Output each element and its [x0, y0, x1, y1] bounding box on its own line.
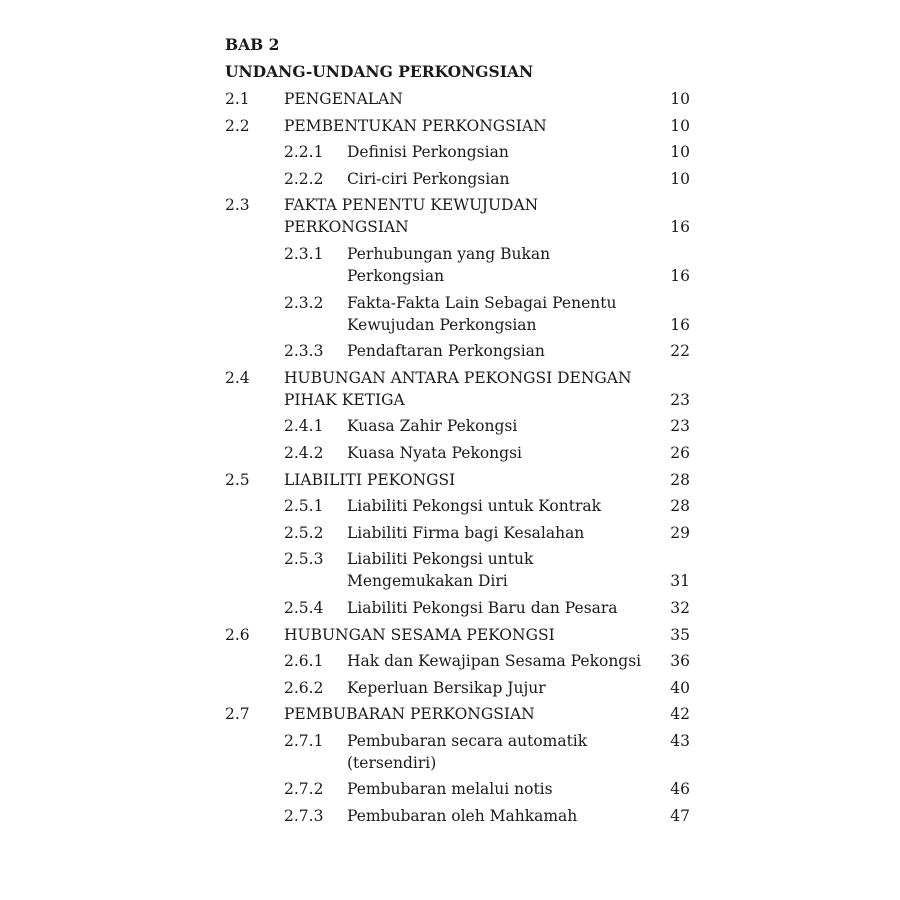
- toc-entry-2-7-3[interactable]: [225, 805, 695, 827]
- subsection-title: Pembubaran oleh Mahkamah: [347, 807, 578, 826]
- subsection-number: 2.4.2: [284, 443, 324, 462]
- subsection-title: Pembubaran melalui notis: [347, 780, 553, 799]
- subsection-number: 2.3.3: [284, 342, 324, 361]
- subsection-title: Perhubungan yang Bukan Perkongsian: [347, 244, 551, 285]
- toc-entry-2-7-1[interactable]: [225, 730, 695, 774]
- subsection-number: 2.5.2: [284, 523, 324, 542]
- page-number: 42: [670, 705, 690, 724]
- section-number: 2.7: [225, 705, 250, 724]
- page-number: 28: [670, 470, 690, 489]
- toc-entry-2-4-1[interactable]: [225, 415, 695, 437]
- subsection-number: 2.7.2: [284, 780, 324, 799]
- subsection-number: 2.4.1: [284, 417, 324, 436]
- toc-entry-2-6-2[interactable]: [225, 677, 695, 699]
- toc-entry-2-4-2[interactable]: [225, 442, 695, 464]
- page-number: 16: [670, 315, 690, 334]
- subsection-number: 2.7.1: [284, 731, 324, 750]
- toc-entry-2-7-2[interactable]: [225, 778, 695, 800]
- subsection-title: Liabiliti Pekongsi untuk Mengemukakan Diri: [347, 550, 534, 591]
- table-of-contents: [225, 34, 695, 832]
- page-number: 10: [670, 169, 690, 188]
- page-number: 16: [670, 218, 690, 237]
- subsection-number: 2.3.2: [284, 293, 324, 312]
- page-number: 29: [670, 523, 690, 542]
- subsection-number: 2.6.1: [284, 652, 324, 671]
- toc-entry-2-6-1[interactable]: [225, 650, 695, 672]
- toc-entry-2-5[interactable]: [225, 469, 695, 491]
- section-number: 2.5: [225, 470, 250, 489]
- subsection-title: Kuasa Zahir Pekongsi: [347, 417, 518, 436]
- section-number: 2.4: [225, 368, 250, 387]
- subsection-title: Keperluan Bersikap Jujur: [347, 678, 546, 697]
- chapter-label: BAB 2: [225, 35, 280, 54]
- toc-entry-2-3-1[interactable]: [225, 243, 695, 287]
- toc-entry-2-2-2[interactable]: [225, 168, 695, 190]
- subsection-title: Hak dan Kewajipan Sesama Pekongsi: [347, 652, 642, 671]
- section-number: 2.2: [225, 116, 250, 135]
- toc-entry-2-5-4[interactable]: [225, 597, 695, 619]
- page-number: 46: [670, 780, 690, 799]
- subsection-number: 2.6.2: [284, 678, 324, 697]
- section-title: PEMBUBARAN PERKONGSIAN: [284, 705, 535, 724]
- page-number: 23: [670, 390, 690, 409]
- subsection-title: Liabiliti Firma bagi Kesalahan: [347, 523, 585, 542]
- page-number: 43: [670, 731, 690, 750]
- toc-entry-2-3[interactable]: [225, 194, 695, 238]
- subsection-number: 2.5.3: [284, 550, 324, 569]
- subsection-title: Liabiliti Pekongsi Baru dan Pesara: [347, 598, 618, 617]
- section-title: FAKTA PENENTU KEWUJUDAN PERKONGSIAN: [284, 196, 539, 237]
- page-number: 35: [670, 625, 690, 644]
- section-number: 2.1: [225, 90, 250, 108]
- subsection-number: 2.3.1: [284, 244, 324, 263]
- subsection-number: 2.5.4: [284, 598, 324, 617]
- section-title: HUBUNGAN SESAMA PEKONGSI: [284, 625, 555, 644]
- page-number: 36: [670, 652, 690, 671]
- page-number: 28: [670, 497, 690, 516]
- subsection-number: 2.5.1: [284, 497, 324, 516]
- subsection-title: Kuasa Nyata Pekongsi: [347, 443, 522, 462]
- toc-entry-2-3-2[interactable]: [225, 292, 695, 336]
- toc-entry-2-4[interactable]: [225, 367, 695, 411]
- subsection-number: 2.2.2: [284, 169, 324, 188]
- page-number: 16: [670, 266, 690, 285]
- toc-entry-2-1[interactable]: [225, 88, 695, 110]
- page-number: 23: [670, 417, 690, 436]
- page-number: 10: [670, 143, 690, 162]
- section-title: PEMBENTUKAN PERKONGSIAN: [284, 116, 547, 135]
- section-title: PENGENALAN: [284, 90, 403, 108]
- toc-entry-2-5-3[interactable]: [225, 548, 695, 592]
- page-number: 40: [670, 678, 690, 697]
- toc-entry-2-5-1[interactable]: [225, 495, 695, 517]
- section-title: HUBUNGAN ANTARA PEKONGSI DENGAN PIHAK KETIGA: [284, 368, 632, 409]
- toc-entry-2-7[interactable]: [225, 703, 695, 725]
- subsection-title: Definisi Perkongsian: [347, 143, 509, 162]
- toc-entry-2-5-2[interactable]: [225, 522, 695, 544]
- subsection-title: Pendaftaran Perkongsian: [347, 342, 545, 361]
- page-number: 47: [670, 807, 690, 826]
- page-number: 10: [670, 90, 690, 108]
- toc-entry-2-2-1[interactable]: [225, 141, 695, 163]
- toc-entry-2-6[interactable]: [225, 624, 695, 646]
- page-number: 31: [670, 572, 690, 591]
- section-number: 2.3: [225, 196, 250, 215]
- toc-entry-2-2[interactable]: [225, 115, 695, 137]
- page-number: 26: [670, 443, 690, 462]
- subsection-title: Fakta-Fakta Lain Sebagai Penentu Kewujudan Perkongsian: [347, 293, 617, 334]
- subsection-number: 2.7.3: [284, 807, 324, 826]
- subsection-title: Ciri-ciri Perkongsian: [347, 169, 510, 188]
- page-number: 22: [670, 342, 690, 361]
- chapter-title: UNDANG-UNDANG PERKONGSIAN: [225, 62, 534, 81]
- page-number: 10: [670, 116, 690, 135]
- toc-entry-2-3-3[interactable]: [225, 340, 695, 362]
- section-number: 2.6: [225, 625, 250, 644]
- subsection-title: Liabiliti Pekongsi untuk Kontrak: [347, 497, 602, 516]
- subsection-title: Pembubaran secara automatik (tersendiri): [347, 731, 588, 772]
- page-number: 32: [670, 598, 690, 617]
- subsection-number: 2.2.1: [284, 143, 324, 162]
- section-title: LIABILITI PEKONGSI: [284, 470, 456, 489]
